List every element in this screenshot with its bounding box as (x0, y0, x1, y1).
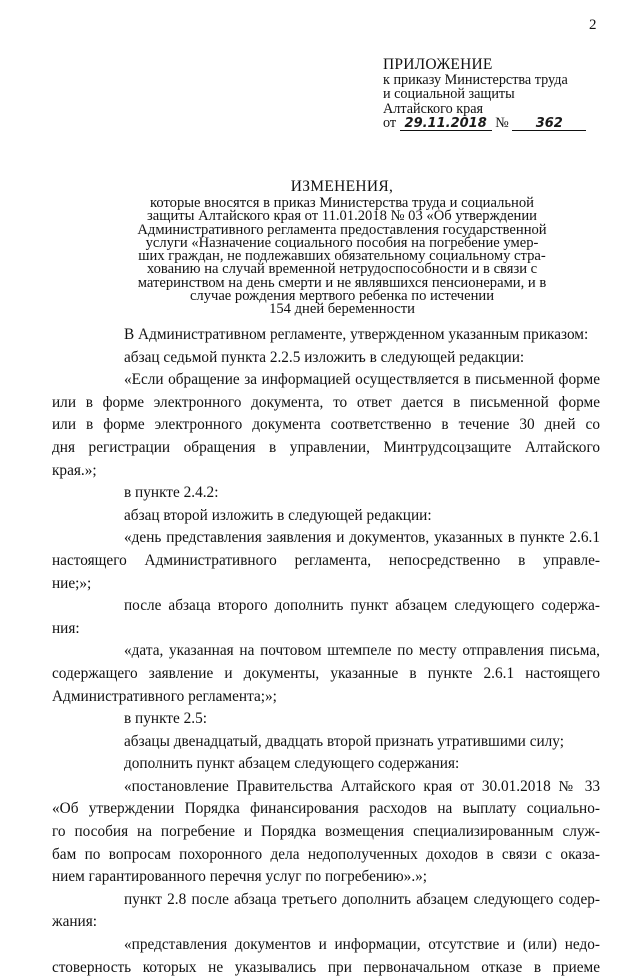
header-line: которые вносятся в приказ Министерства труда и социальной (150, 195, 534, 211)
body-line: нием гарантированного перечня услуг по погребению».»; (52, 868, 428, 886)
changes-title: ИЗМЕНЕНИЯ, (290, 178, 394, 195)
body-line: ния: (52, 619, 80, 637)
body-line-wrap (88, 527, 600, 550)
body-line: бам по вопросам похоронного дела недополученных доходов в связи с оказа- (52, 845, 600, 863)
changes-header (100, 178, 584, 317)
body-line: «дата, указанная на почтовом штемпеле по месту отправления письма, (124, 642, 600, 660)
body-line: содержащего заявление и документы, указанные в пункте 2.6.1 настоящего (52, 664, 600, 682)
body-line: жания: (52, 913, 98, 931)
handwritten-order-number: 362 (512, 117, 586, 131)
header-line: ших граждан, не подлежавших обязательному социальному стра- (138, 248, 546, 265)
appendix-line: Алтайского края (383, 100, 484, 117)
body-line: «Если обращение за информацией осуществляется в письменной форме (124, 371, 600, 389)
number-label: № (495, 115, 509, 132)
header-line: Административного регламента предоставления государственной (137, 221, 547, 238)
body-line: в пункте 2.5: (124, 710, 207, 728)
header-line: материнством на день смерти и не являвшихся пенсионерами, и в (137, 274, 547, 291)
body-line: дополнить пункт абзацем следующего содержания: (124, 755, 460, 773)
document-body (52, 324, 600, 979)
body-line: абзац седьмой пункта 2.2.5 изложить в следующей редакции: (124, 348, 525, 366)
header-line: услуги «Назначение социального пособия на погребение умер- (145, 234, 539, 251)
body-line: после абзаца второго дополнить пункт абзацем следующего содержа- (124, 597, 600, 615)
body-line: «день представления заявления и документов, указанных в пункте 2.6.1 (124, 529, 600, 547)
body-line: дня регистрации обращения в управлении, Минтрудсоцзащите Алтайского (52, 438, 600, 456)
header-line: хованию на случай временной нетрудоспособности и в связи с (146, 261, 538, 278)
body-line-wrap (88, 889, 600, 912)
body-line-wrap (88, 595, 600, 618)
body-line: в пункте 2.4.2: (124, 484, 219, 502)
body-line: края.»; (52, 461, 97, 479)
body-line: или в форме электронного документа соответственно в течение 30 дней со (52, 416, 600, 434)
order-date-number-line (383, 116, 586, 131)
body-line: Административного регламента;»; (52, 687, 277, 705)
from-label: от (383, 115, 397, 132)
appendix-block (383, 56, 586, 132)
header-line: 154 дней беременности (269, 301, 415, 318)
handwritten-date: 29.11.2018 (400, 117, 492, 131)
body-line: пункт 2.8 после абзаца третьего дополнить абзацем следующего содер- (124, 890, 600, 908)
body-line-wrap (88, 640, 600, 663)
body-line: «представления документов и информации, отсутствие и (или) недо- (124, 936, 600, 954)
body-line: абзац второй изложить в следующей редакции: (124, 506, 432, 524)
appendix-title: ПРИЛОЖЕНИЕ (383, 56, 493, 73)
body-line: «постановление Правительства Алтайского края от 30.01.2018 № 33 (124, 777, 600, 795)
body-line: настоящего Административного регламента, непосредственно в управле- (52, 551, 600, 569)
page-number: 2 (589, 17, 597, 33)
appendix-line: и социальной защиты (383, 86, 515, 103)
body-line-wrap (88, 776, 600, 799)
body-line: го пособия на погребение и Порядка возмещения специализированным служ- (52, 823, 600, 841)
header-line: случае рождения мертвого ребенка по истечении (189, 288, 495, 305)
header-line: защиты Алтайского края от 11.01.2018 № 03 «Об утверждении (146, 208, 537, 225)
body-line-wrap (88, 934, 600, 957)
body-line: В Административном регламенте, утвержденном указанным приказом: (124, 326, 589, 343)
body-line: «Об утверждении Порядка финансирования расходов на выплату социально- (52, 800, 600, 818)
body-line: ние;»; (52, 574, 92, 592)
body-line-wrap (88, 369, 600, 392)
appendix-line: к приказу Министерства труда (383, 72, 568, 88)
body-line: абзацы двенадцатый, двадцать второй признать утратившими силу; (124, 732, 565, 750)
body-line: стоверность которых не указывались при первоначальном отказе в приеме (52, 958, 600, 976)
body-line: или в форме электронного документа, то ответ дается в письменной форме (52, 393, 600, 411)
